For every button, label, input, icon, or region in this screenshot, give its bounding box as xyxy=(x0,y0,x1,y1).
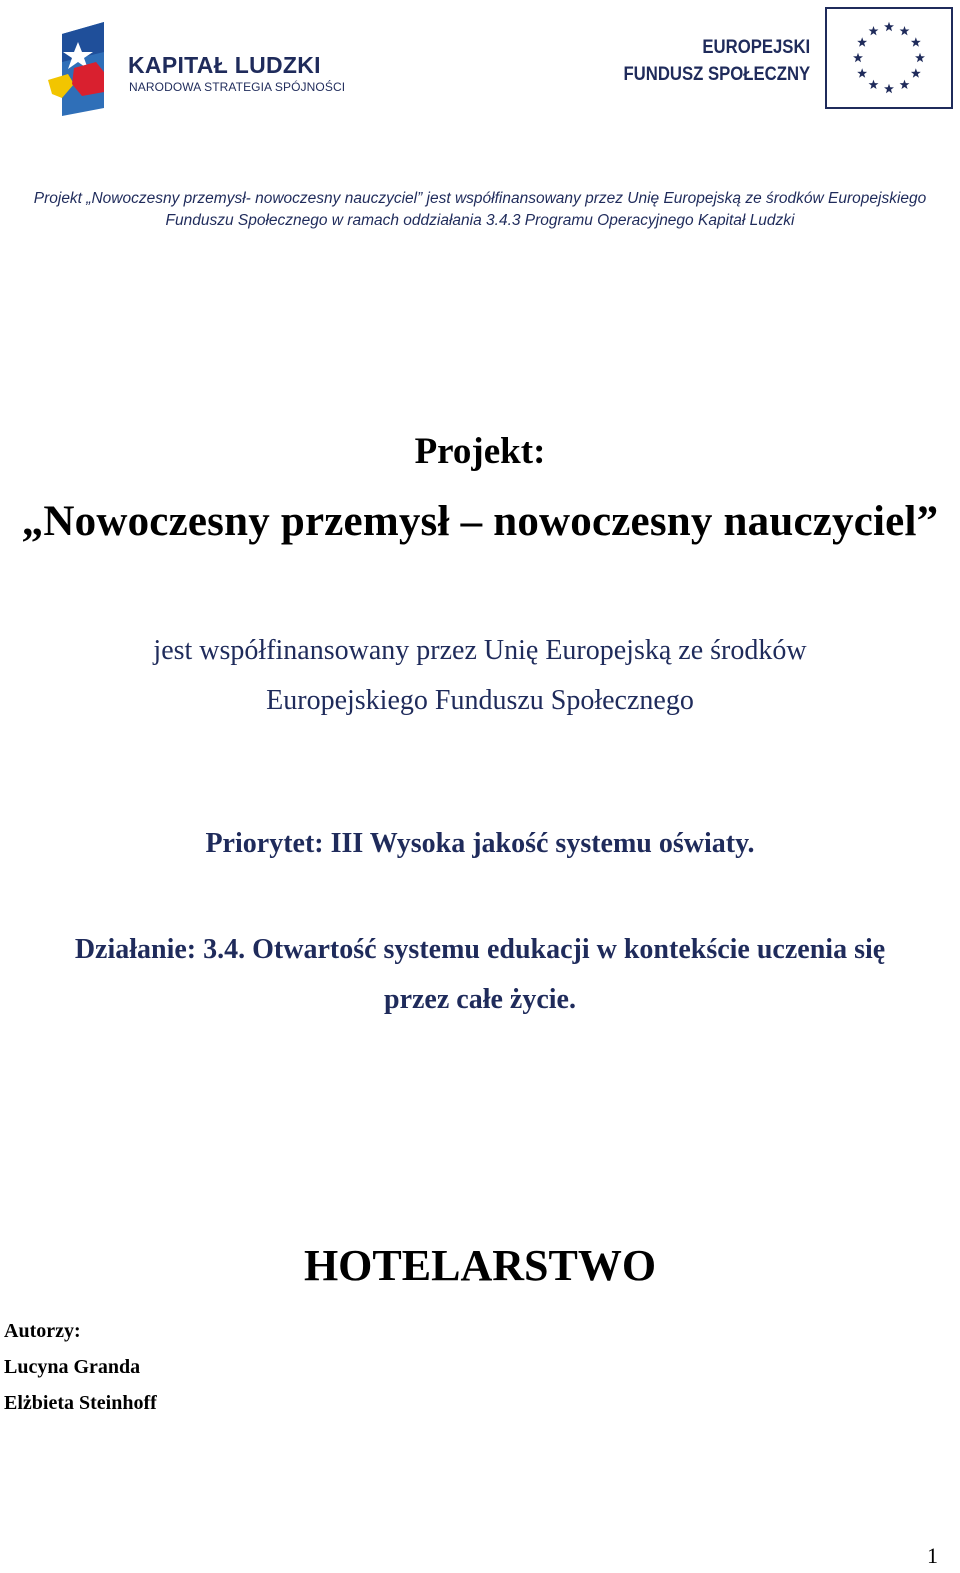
authors-label: Autorzy: xyxy=(4,1320,81,1342)
action-line xyxy=(0,925,960,1025)
cofinancing-line-2: Europejskiego Funduszu Społecznego xyxy=(266,685,694,716)
project-name: „Nowoczesny przemysł – nowoczesny nauczyciel” xyxy=(21,498,939,545)
kapital-ludzki-subtitle: NARODOWA STRATEGIA SPÓJNOŚCI xyxy=(129,80,346,94)
subject-title: HOTELARSTWO xyxy=(303,1241,657,1290)
eu-star-icon xyxy=(869,80,879,89)
eu-star-icon xyxy=(911,37,921,46)
eu-star-icon xyxy=(884,22,894,31)
kapital-ludzki-emblem-icon xyxy=(48,22,108,117)
efs-logo-text xyxy=(623,34,810,88)
eu-star-icon xyxy=(869,26,879,35)
cofinancing-line-1: jest współfinansowany przez Unię Europejską ze środków xyxy=(153,635,807,666)
authors-block xyxy=(4,1313,157,1421)
eu-star-icon xyxy=(900,80,910,89)
author-name: Elżbieta Steinhoff xyxy=(4,1392,157,1414)
header-note-line-2: Funduszu Społecznego w ramach oddziałania 3.4.3 Programu Operacyjnego Kapitał Ludzki xyxy=(165,212,795,229)
kapital-ludzki-logo xyxy=(48,22,348,117)
action-line-1: Działanie: 3.4. Otwartość systemu edukacji w kontekście uczenia się xyxy=(74,934,886,965)
eu-star-icon xyxy=(915,53,925,62)
page-number: 1 xyxy=(927,1543,938,1568)
eu-flag-icon xyxy=(825,7,953,109)
efs-line-2: FUNDUSZ SPOŁECZNY xyxy=(623,64,810,85)
eu-star-icon xyxy=(857,68,867,77)
action-line-2: przez całe życie. xyxy=(384,984,576,1015)
eu-star-icon xyxy=(884,84,894,93)
project-label: Projekt: xyxy=(414,431,546,472)
kapital-ludzki-title: KAPITAŁ LUDZKI xyxy=(128,52,321,78)
eu-star-icon xyxy=(853,53,863,62)
eu-star-icon xyxy=(857,37,867,46)
cofinancing-statement xyxy=(0,626,960,726)
header-note xyxy=(20,188,940,232)
eu-star-icon xyxy=(900,26,910,35)
author-name: Lucyna Granda xyxy=(4,1356,141,1378)
eu-star-icon xyxy=(911,68,921,77)
header-note-line-1: Projekt „Nowoczesny przemysł- nowoczesny nauczyciel” jest współfinansowany przez Unię Europejską ze środków Europejskiego xyxy=(33,190,927,207)
efs-line-1: EUROPEJSKI xyxy=(702,37,810,58)
priority-line: Priorytet: III Wysoka jakość systemu oświaty. xyxy=(205,828,755,859)
